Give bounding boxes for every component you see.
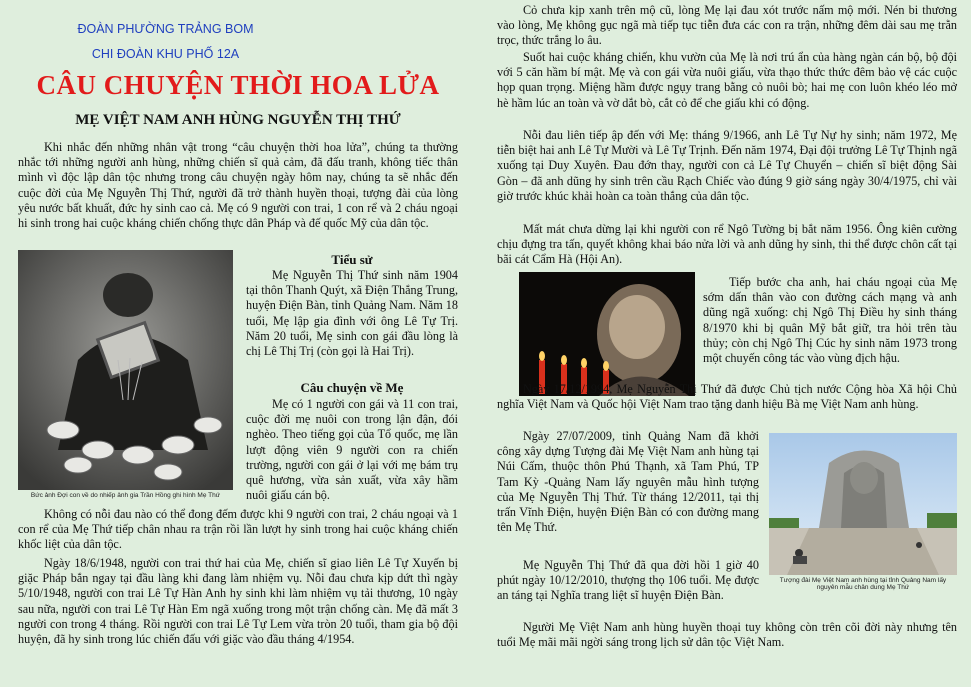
page-title: CÂU CHUYỆN THỜI HOA LỬA (36, 70, 440, 100)
right-paragraph-9: Người Mẹ Việt Nam anh hùng huyền thoại tuy không còn trên cõi đời này nhưng tên tuổi Mẹ mãi mãi ngời sáng trong lịch sử dân tộc Việt Nam. (497, 620, 957, 650)
photo-3-caption: Tượng đài Mẹ Việt Nam anh hùng tại tỉnh Quảng Nam lấy nguyên mẫu chân dung Mẹ Thứ (779, 577, 947, 591)
story-heading: Câu chuyện về Mẹ (300, 380, 404, 395)
right-paragraph-1: Cỏ chưa kịp xanh trên mộ cũ, lòng Mẹ lại đau xót trước nấm mộ mới. Nén bi thương vào lòng, Mẹ không gục ngã mà tiếp tục tiễn đưa các con ra trận, những đêm dài sau mẹ trằn trọc, thức trắng lo âu. (497, 3, 957, 48)
photo-monument (769, 433, 957, 575)
right-paragraph-4: Mất mát chưa dừng lại khi người con rể Ngô Tường bị bắt năm 1956. Ông kiên cường chịu đựng tra tấn, quyết không khai báo nửa lời và anh dũng hy sinh, thi thể được chôn cất tại bãi cát Cẩm Hà (Hội An). (497, 222, 957, 267)
right-paragraph-5: Tiếp bước cha anh, hai cháu ngoại của Mẹ sớm dấn thân vào con đường cách mạng và anh dũng ngã xuống: chị Ngô Thị Điều hy sinh tháng 8/1970 khi bị quân Mỹ bắt giữ, tra hỏi trên tàu thủy; còn chị Ngô Thị Cúc hy sinh năm 1973 trong một chuyến công tác vào vùng địch hậu. (703, 275, 957, 366)
right-paragraph-2: Suốt hai cuộc kháng chiến, khu vườn của Mẹ là nơi trú ẩn của hàng ngàn cán bộ, bộ đội với 5 căn hầm bí mật. Mẹ và con gái vừa nuôi giấu, vừa thạo thức thức đêm bảo vệ các cuộc họp quan trọng. Miệng hầm được ngụy trang bằng cỏ nuôi bò; hai mẹ con luôn khéo léo mở hè hầm lúc an toàn và vờ dắt bò, cắt cỏ để che giấu khi có động. (497, 50, 957, 110)
intro-paragraph: Khi nhắc đến những nhân vật trong “câu chuyện thời hoa lửa”, chúng ta thường nhắc tới những người anh hùng, những chiến sĩ quả cảm, đã đấu tranh, không tiếc thân mình vì độc lập dân tộc nhưng trong câu chuyện ngày hôm nay, chúng ta sẽ nhắc đến cuộc đời của Mẹ Nguyễn Thị Thứ, người đã trở thành huyền thoại, tượng đài của lòng yêu nước bất khuất, đức hy sinh cao cả. Mẹ có 9 người con trai, 1 con rể và 2 cháu ngoại hi sinh trong hai cuộc kháng chiến chống thực dân Pháp và đế quốc Mỹ của dân tộc. (18, 140, 458, 231)
story-paragraph-3: Ngày 18/6/1948, người con trai thứ hai của Mẹ, chiến sĩ giao liên Lê Tự Xuyến bị giặc Pháp bắn ngay tại đầu làng khi đang làm nhiệm vụ. Nỗi đau chưa kịp dứt thì ngày 5/10/1948, người con trai Lê Tự Hàn Anh hy sinh khi làm nhiệm vụ tải thương, 10 ngày sau nữa, người con trai Lê Tự Hàn Em ngã xuống trong một trận chống càn. Mẹ đã mất 3 người con trong 4 tháng. Rồi người con trai Lê Tự Lem vừa tròn 20 tuổi, tham gia bộ đội huyện, đã hy sinh trong lúc chiến đấu với giặc vào đầu tháng 4/1954. (18, 556, 458, 647)
bio-paragraph: Mẹ Nguyễn Thị Thứ sinh năm 1904 tại thôn Thanh Quýt, xã Điện Thắng Trung, huyện Điện Bàn, tỉnh Quảng Nam. Năm 18 tuổi, Mẹ lập gia đình với ông Lê Tự Trị. Năm 20 tuổi, Mẹ sinh con gái đầu lòng là chị Lê Thị Trị (còn gọi là Hai Trị). (246, 268, 458, 359)
bio-heading: Tiểu sử (331, 252, 373, 267)
page-subtitle: MẸ VIỆT NAM ANH HÙNG NGUYỄN THỊ THỨ (75, 112, 401, 128)
photo-1-caption: Bức ảnh Đợi con về do nhiếp ảnh gia Trần Hồng ghi hình Mẹ Thứ (30, 492, 221, 499)
org-line-2: CHI ĐOÀN KHU PHỐ 12A (91, 47, 240, 61)
right-paragraph-7: Ngày 27/07/2009, tỉnh Quảng Nam đã khởi công xây dựng Tượng đài Mẹ Việt Nam anh hùng tại Núi Cấm, thuộc thôn Phú Thạnh, xã Tam Phú, TP Tam Kỳ -Quảng Nam lấy nguyên mẫu hình tượng của Mẹ Nguyễn Thị Thứ. Từ tháng 12/2011, tại thị trấn Vĩnh Điện, huyện Điện Bàn có con đường mang tên Mẹ Thứ. (497, 429, 759, 535)
photo-waiting-mother (18, 250, 233, 490)
right-paragraph-8: Mẹ Nguyễn Thị Thứ đã qua đời hồi 1 giờ 40 phút ngày 10/12/2010, thượng thọ 106 tuổi. Mẹ được an táng tại Nghĩa trang liệt sĩ huyện Điện Bàn. (497, 558, 759, 603)
right-paragraph-6: Ngày 17/12/1994, Mẹ Nguyễn Thị Thứ đã được Chủ tịch nước Cộng hòa Xã hội Chủ nghĩa Việt Nam và Quốc hội Việt Nam trao tặng danh hiệu Bà mẹ Việt Nam anh hùng. (497, 382, 957, 412)
photo-mother-portrait (519, 272, 695, 396)
story-paragraph-1: Mẹ có 1 người con gái và 11 con trai, cuộc đời mẹ nuôi con trong lận đận, đói nghèo. Theo tiếng gọi của Tổ quốc, mẹ lần lượt động viên 9 người con ra chiến trường, người con gái ở lại với mẹ bám trụ quê hương, vừa sản xuất, vừa xây hầm nuôi giấu cán bộ. (246, 397, 458, 503)
story-paragraph-2: Không có nỗi đau nào có thể đong đếm được khi 9 người con trai, 2 cháu ngoại và 1 con rể của Mẹ Thứ tiếp chân nhau ra trận rồi lần lượt hy sinh trong hai cuộc kháng chiến khốc liệt của dân tộc. (18, 507, 458, 552)
org-line-1: ĐOÀN PHƯỜNG TRẢNG BOM (77, 22, 254, 36)
right-paragraph-3: Nỗi đau liên tiếp ập đến với Mẹ: tháng 9/1966, anh Lê Tự Nự hy sinh; năm 1972, Mẹ tiễn biệt hai anh Lê Tự Mười và Lê Tự Trịnh. Đến năm 1974, Đại đội trưởng Lê Tự Thịnh ngã xuống tại Duy Xuyên. Đau đớn thay, người con cả Lê Tự Chuyển – chiến sĩ biệt động Sài Gòn – đã anh dũng hy sinh trên cầu Rạch Chiếc vào đúng 9 giờ sáng ngày 30/4/1975, chỉ vài giờ trước khúc khải hoàn ca toàn thắng của dân tộc. (497, 128, 957, 203)
